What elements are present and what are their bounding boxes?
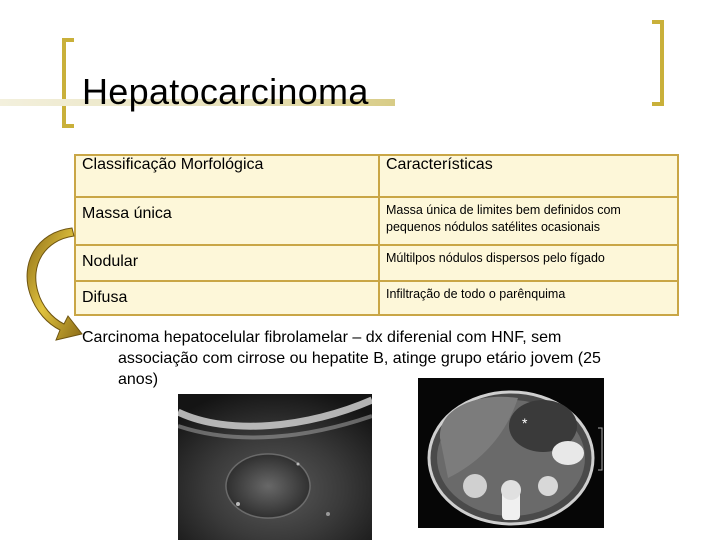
ultrasound-image (178, 394, 372, 540)
title-bracket-left (62, 38, 74, 128)
table-row (75, 197, 678, 245)
row-type: Massa única (82, 205, 172, 222)
title-bracket-right (652, 20, 664, 106)
table-row (75, 281, 678, 315)
header-cell-classification: Classificação Morfológica (75, 155, 379, 197)
table-header-row (75, 155, 678, 197)
row-description: Infiltração de todo o parênquima (386, 287, 566, 301)
ct-scan-image (418, 378, 604, 528)
classification-table (74, 154, 679, 316)
note-line-2: associação com cirrose ou hepatite B, atinge grupo etário jovem (25 (118, 350, 601, 367)
curved-arrow-icon (16, 224, 86, 344)
svg-text:*: * (522, 415, 528, 431)
slide-title: Hepatocarcinoma (82, 71, 369, 112)
note-line-1: Carcinoma hepatocelular fibrolamelar – dx diferenial com HNF, sem (82, 329, 562, 346)
row-description: Massa única de limites bem definidos com pequenos nódulos satélites ocasionais (386, 203, 621, 234)
note-line-3: anos) (118, 371, 159, 388)
header-cell-characteristics: Características (379, 155, 678, 197)
row-description: Múltilpos nódulos dispersos pelo fígado (386, 251, 605, 265)
row-type: Difusa (82, 289, 128, 306)
table-row (75, 245, 678, 281)
row-type: Nodular (82, 253, 139, 270)
